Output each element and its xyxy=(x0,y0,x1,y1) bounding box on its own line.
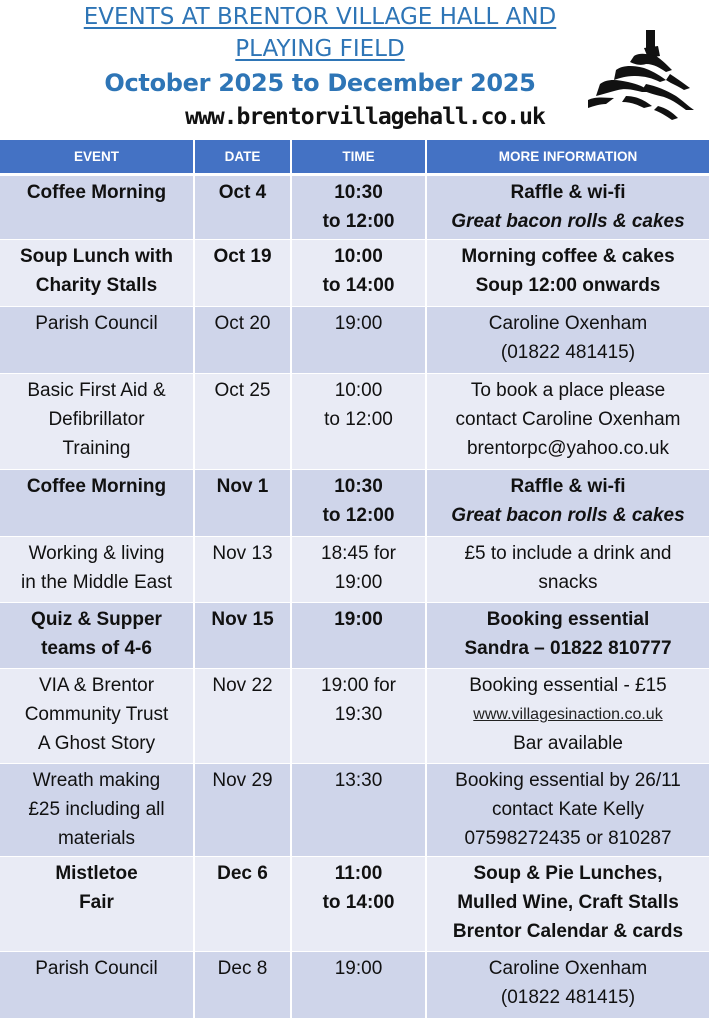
time-cell-line: 10:00 xyxy=(334,246,383,267)
info-cell xyxy=(426,175,709,240)
column-header-date: DATE xyxy=(194,140,291,175)
time-cell xyxy=(291,175,426,240)
time-cell-line: 19:00 for xyxy=(321,675,396,696)
brent-tor-logo-icon xyxy=(586,26,698,126)
info-cell xyxy=(426,470,709,537)
info-cell xyxy=(426,240,709,307)
table-row xyxy=(0,374,709,470)
info-cell-line: Raffle & wi-fi xyxy=(510,476,626,497)
date-cell: Nov 13 xyxy=(194,537,291,603)
event-cell xyxy=(0,374,194,470)
event-cell-line: A Ghost Story xyxy=(37,733,156,754)
table-row xyxy=(0,307,709,374)
time-cell xyxy=(291,307,426,374)
time-cell-line: 10:00 xyxy=(334,380,383,401)
event-cell xyxy=(0,764,194,857)
info-cell-line: Soup 12:00 onwards xyxy=(475,275,661,296)
table-row xyxy=(0,603,709,669)
date-cell: Nov 1 xyxy=(194,470,291,537)
time-cell-line: 10:30 xyxy=(334,182,383,203)
info-cell-line: (01822 481415) xyxy=(500,987,636,1008)
page-title-line-1 xyxy=(20,4,620,31)
info-cell xyxy=(426,952,709,1019)
info-cell-line: Sandra – 01822 810777 xyxy=(464,638,672,659)
time-cell-line: to 12:00 xyxy=(324,409,393,430)
info-cell xyxy=(426,603,709,669)
time-cell xyxy=(291,669,426,764)
title-text-2: PLAYING FIELD xyxy=(235,36,405,62)
info-cell-line: (01822 481415) xyxy=(500,342,636,363)
time-cell xyxy=(291,470,426,537)
table-row xyxy=(0,470,709,537)
date-cell: Oct 4 xyxy=(194,175,291,240)
table-row xyxy=(0,537,709,603)
date-cell: Nov 15 xyxy=(194,603,291,669)
time-cell-line: 19:00 xyxy=(334,572,383,593)
table-header-row xyxy=(0,140,709,175)
table-row xyxy=(0,857,709,952)
event-cell-line: VIA & Brentor xyxy=(38,675,155,696)
info-cell-line: 07598272435 or 810287 xyxy=(464,828,672,849)
info-cell xyxy=(426,537,709,603)
info-cell-line: contact Caroline Oxenham xyxy=(455,409,681,430)
info-cell-line: Morning coffee & cakes xyxy=(461,246,675,267)
event-cell xyxy=(0,470,194,537)
time-cell xyxy=(291,952,426,1019)
event-cell-line: Coffee Morning xyxy=(26,182,167,203)
column-header-more-information: MORE INFORMATION xyxy=(426,140,709,175)
info-cell-line: To book a place please xyxy=(470,380,666,401)
event-cell-line: Soup Lunch with xyxy=(19,246,174,267)
info-cell-line: Booking essential xyxy=(486,609,650,630)
event-cell xyxy=(0,537,194,603)
time-cell xyxy=(291,374,426,470)
event-cell-line: Basic First Aid & xyxy=(27,380,166,401)
time-cell xyxy=(291,537,426,603)
time-cell xyxy=(291,603,426,669)
title-text-1: EVENTS AT BRENTOR VILLAGE HALL AND xyxy=(83,4,557,30)
event-cell xyxy=(0,175,194,240)
events-table xyxy=(0,140,709,1019)
date-cell: Oct 25 xyxy=(194,374,291,470)
event-cell xyxy=(0,669,194,764)
event-cell-line: Charity Stalls xyxy=(35,275,158,296)
event-cell xyxy=(0,307,194,374)
event-cell xyxy=(0,857,194,952)
time-cell-line: to 12:00 xyxy=(322,211,395,232)
event-cell-line: Defibrillator xyxy=(48,409,145,430)
table-row xyxy=(0,952,709,1019)
info-cell-line: Booking essential - £15 xyxy=(469,675,667,696)
time-cell-line: 18:45 for xyxy=(321,543,396,564)
info-cell-line: contact Kate Kelly xyxy=(491,799,645,820)
info-cell-line: Mulled Wine, Craft Stalls xyxy=(457,892,679,913)
time-cell-line: 19:30 xyxy=(334,704,383,725)
page-title-line-2 xyxy=(20,36,620,63)
date-cell: Dec 8 xyxy=(194,952,291,1019)
villages-in-action-link[interactable]: www.villagesinaction.co.uk xyxy=(473,706,663,723)
info-cell-line: Booking essential by 26/11 xyxy=(455,770,681,791)
date-cell: Dec 6 xyxy=(194,857,291,952)
info-cell xyxy=(426,669,709,764)
date-cell: Oct 19 xyxy=(194,240,291,307)
event-cell-line: Training xyxy=(62,438,131,459)
table-row xyxy=(0,175,709,240)
time-cell-line: 10:30 xyxy=(334,476,383,497)
time-cell xyxy=(291,240,426,307)
time-cell xyxy=(291,764,426,857)
event-cell-line: in the Middle East xyxy=(20,572,173,593)
event-cell-line: Wreath making xyxy=(32,770,161,791)
time-cell-line: to 14:00 xyxy=(322,892,395,913)
time-cell xyxy=(291,857,426,952)
info-cell-line: Bar available xyxy=(513,733,623,754)
event-cell-line: Mistletoe xyxy=(55,863,138,884)
time-cell-line: to 12:00 xyxy=(322,505,395,526)
info-cell-line: Caroline Oxenham xyxy=(488,958,648,979)
time-cell-line: 19:00 xyxy=(334,313,383,334)
info-cell-line: Raffle & wi-fi xyxy=(510,182,626,203)
event-cell-line: Working & living xyxy=(28,543,165,564)
info-cell xyxy=(426,307,709,374)
time-cell-line: 19:00 xyxy=(334,609,383,630)
info-cell-line: snacks xyxy=(538,572,598,593)
table-row xyxy=(0,669,709,764)
event-cell-line: Coffee Morning xyxy=(26,476,167,497)
column-header-time: TIME xyxy=(291,140,426,175)
info-cell-line: brentorpc@yahoo.co.uk xyxy=(466,438,669,459)
event-cell xyxy=(0,603,194,669)
event-cell xyxy=(0,952,194,1019)
event-cell-line: teams of 4-6 xyxy=(41,638,152,659)
event-cell-line: Community Trust xyxy=(24,704,169,725)
event-cell-line: Parish Council xyxy=(35,958,158,979)
event-cell-line: Quiz & Supper xyxy=(31,609,162,630)
time-cell-line: 13:30 xyxy=(334,770,383,791)
date-cell: Nov 22 xyxy=(194,669,291,764)
info-cell-line: Caroline Oxenham xyxy=(488,313,648,334)
event-cell xyxy=(0,240,194,307)
event-cell-line: £25 including all xyxy=(28,799,165,820)
date-cell: Nov 29 xyxy=(194,764,291,857)
event-cell-line: Fair xyxy=(79,892,114,913)
website-link[interactable]: www.brentorvillagehall.co.uk xyxy=(185,104,545,130)
info-cell-line: Great bacon rolls & cakes xyxy=(451,211,685,232)
date-range-subtitle: October 2025 to December 2025 xyxy=(104,69,536,97)
time-cell-line: 11:00 xyxy=(334,863,383,884)
event-cell-line: materials xyxy=(57,828,136,849)
info-cell-line: £5 to include a drink and xyxy=(464,543,672,564)
column-header-event: EVENT xyxy=(0,140,194,175)
info-cell-line: Great bacon rolls & cakes xyxy=(451,505,685,526)
info-cell xyxy=(426,374,709,470)
info-cell-line: Brentor Calendar & cards xyxy=(452,921,684,942)
time-cell-line: to 14:00 xyxy=(322,275,395,296)
info-cell xyxy=(426,857,709,952)
table-row xyxy=(0,764,709,857)
time-cell-line: 19:00 xyxy=(334,958,383,979)
info-cell-line: Soup & Pie Lunches, xyxy=(473,863,663,884)
date-cell: Oct 20 xyxy=(194,307,291,374)
table-row xyxy=(0,240,709,307)
event-cell-line: Parish Council xyxy=(35,313,158,334)
info-cell xyxy=(426,764,709,857)
